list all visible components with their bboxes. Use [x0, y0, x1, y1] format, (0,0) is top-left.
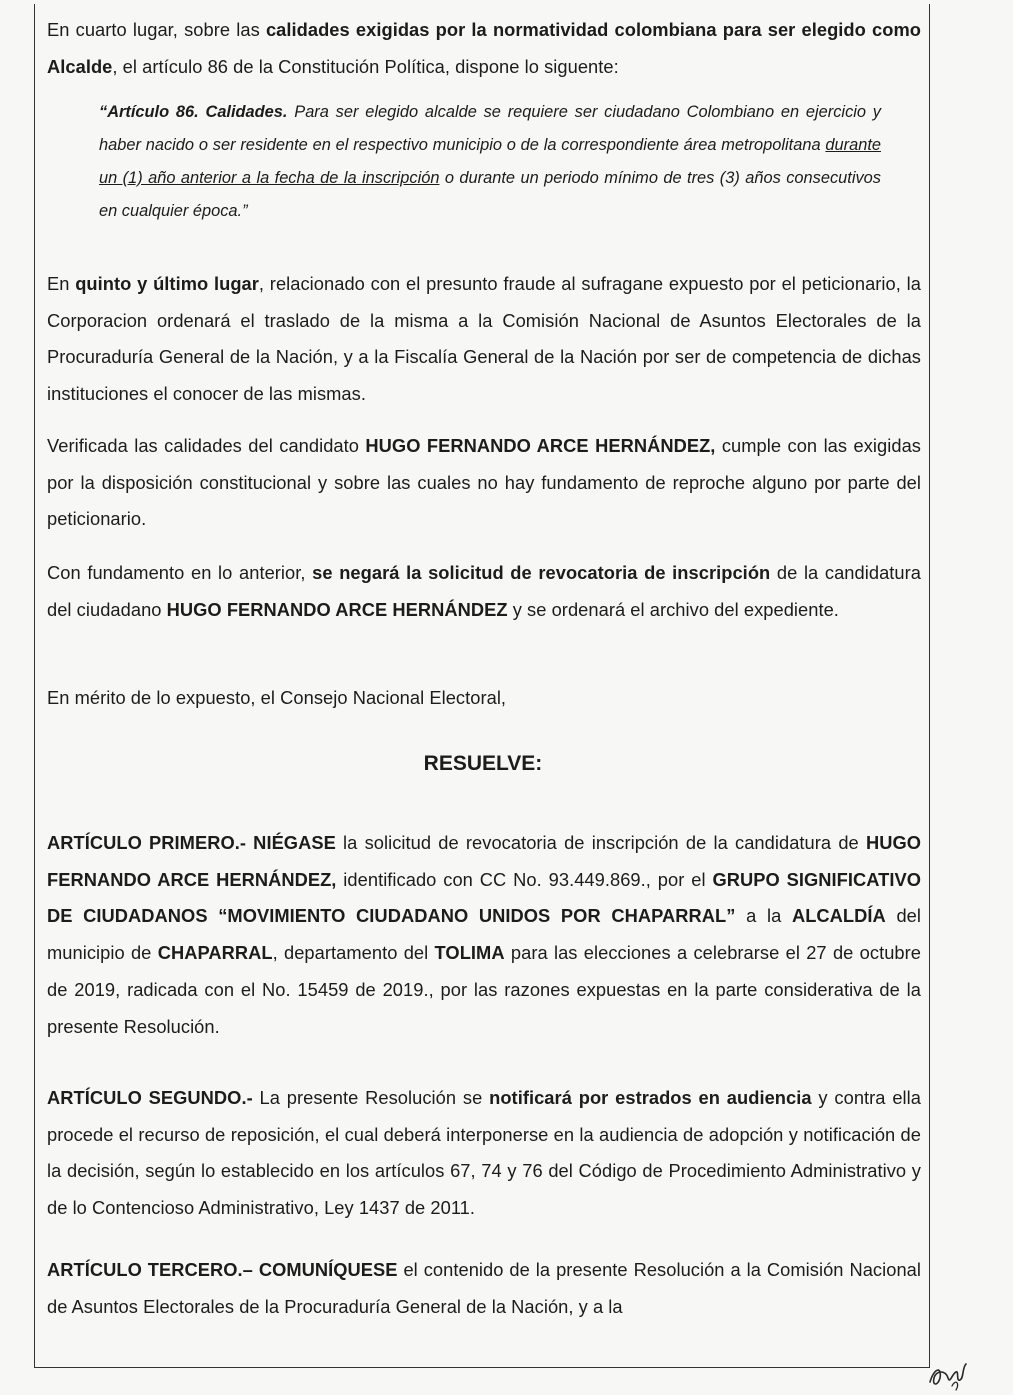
- text-run: y contra ella procede el recurso de reposición, el cual deberá interponerse en la audiencia de adopción y notificación de la decisión, según lo establecido en los artículos 67, 74 y 76 del Código de Procedimiento Administrativo y de lo Contencioso Administrativo, Ley 1437 de 2011.: [47, 1087, 921, 1219]
- bold-run: ALCALDÍA: [791, 905, 886, 927]
- paragraph-quinto-lugar: [47, 266, 921, 413]
- quote-title: “Artículo 86. Calidades.: [99, 103, 288, 121]
- bold-run: CHAPARRAL: [157, 942, 273, 964]
- candidate-name: HUGO FERNANDO ARCE HERNÁNDEZ,: [365, 435, 716, 456]
- text-run: o durante un periodo mínimo de tres (3) años consecutivos en cualquier época.”: [99, 169, 881, 220]
- paragraph-merito: [47, 680, 921, 717]
- text-run: el contenido de la presente Resolución a la Comisión Nacional de Asuntos Electorales de la Procuraduría General de la Nación, y a la: [47, 1259, 921, 1317]
- text-run: Verificada las calidades del candidato: [47, 435, 366, 456]
- text-run: identificado con CC No. 93.449.869., por el: [336, 868, 713, 890]
- text-run: , el artículo 86 de la Constitución Política, dispone lo siguente:: [112, 55, 619, 77]
- resuelve-heading: RESUELVE:: [423, 752, 543, 775]
- articulo-segundo: [47, 1080, 921, 1227]
- text-run: para las elecciones a celebrarse el 27 de octubre de 2019, radicada con el No. 15459 de 2019., por las razones expuestas en la parte considerativa de la presente Resolución.: [47, 942, 921, 1037]
- text-run: , relacionado con el presunto fraude al sufragane expuesto por el peticionario, la Corporacion ordenará el traslado de la misma a la Comisión Nacional de Asuntos Electorales de la Procuraduría General de la Nación, y a la Fiscalía General de la Nación por ser de competencia de dichas instituciones el conocer de las mismas.: [47, 273, 921, 405]
- bold-run: se negará la solicitud de revocatoria de inscripción: [312, 562, 771, 583]
- articulo-primero: [47, 825, 921, 1045]
- text-run: cumple con las exigidas por la disposición constitucional y sobre las cuales no hay fundamento de reproche alguno por parte del peticionario.: [47, 435, 921, 530]
- bold-run: quinto y último lugar: [75, 273, 259, 294]
- bold-run: GRUPO SIGNIFICATIVO DE CIUDADANOS “MOVIMIENTO CIUDADANO UNIDOS POR CHAPARRAL”: [47, 868, 921, 927]
- text-run: , departamento del: [272, 942, 435, 964]
- text-run: Para ser elegido alcalde se requiere ser ciudadano Colombiano en ejercicio y haber nacido o ser residente en el respectivo municipio o de la correspondiente área metropolitana: [99, 103, 881, 154]
- text-run: a la: [735, 905, 792, 927]
- underlined-run: durante un (1) año anterior a la fecha de la inscripción: [99, 136, 881, 187]
- text-run: y se ordenará el archivo del expediente.: [507, 598, 839, 620]
- handwritten-initials-icon: [926, 1356, 970, 1392]
- article-title: ARTÍCULO TERCERO.– COMUNÍQUESE: [47, 1259, 398, 1280]
- bold-run: notificará por estrados en audiencia: [489, 1087, 812, 1108]
- text-run: En: [47, 273, 76, 294]
- quote-articulo-86: [99, 96, 881, 228]
- articulo-tercero: [47, 1252, 921, 1325]
- article-title: ARTÍCULO PRIMERO.- NIÉGASE: [47, 832, 336, 853]
- text-run: de la candidatura del ciudadano: [47, 562, 921, 620]
- candidate-name: HUGO FERNANDO ARCE HERNÁNDEZ,: [47, 832, 922, 890]
- paragraph-verificada: [47, 428, 921, 538]
- text-run: La presente Resolución se: [252, 1087, 490, 1108]
- text-run: del municipio de: [47, 905, 921, 964]
- text-run: En mérito de lo expuesto, el Consejo Nacional Electoral,: [47, 687, 507, 708]
- paragraph-fundamento: [47, 555, 921, 628]
- document-page: [34, 4, 930, 1368]
- article-title: ARTÍCULO SEGUNDO.-: [47, 1087, 253, 1108]
- bold-run: TOLIMA: [434, 942, 505, 964]
- text-run: Con fundamento en lo anterior,: [47, 562, 313, 583]
- text-run: la solicitud de revocatoria de inscripción de la candidatura de: [335, 832, 866, 853]
- paragraph-cuarto-lugar: [47, 12, 921, 85]
- text-run: En cuarto lugar, sobre las: [47, 19, 266, 40]
- bold-run: calidades exigidas por la normatividad colombiana para ser elegido como Alcalde: [47, 19, 921, 77]
- candidate-name: HUGO FERNANDO ARCE HERNÁNDEZ: [166, 598, 508, 620]
